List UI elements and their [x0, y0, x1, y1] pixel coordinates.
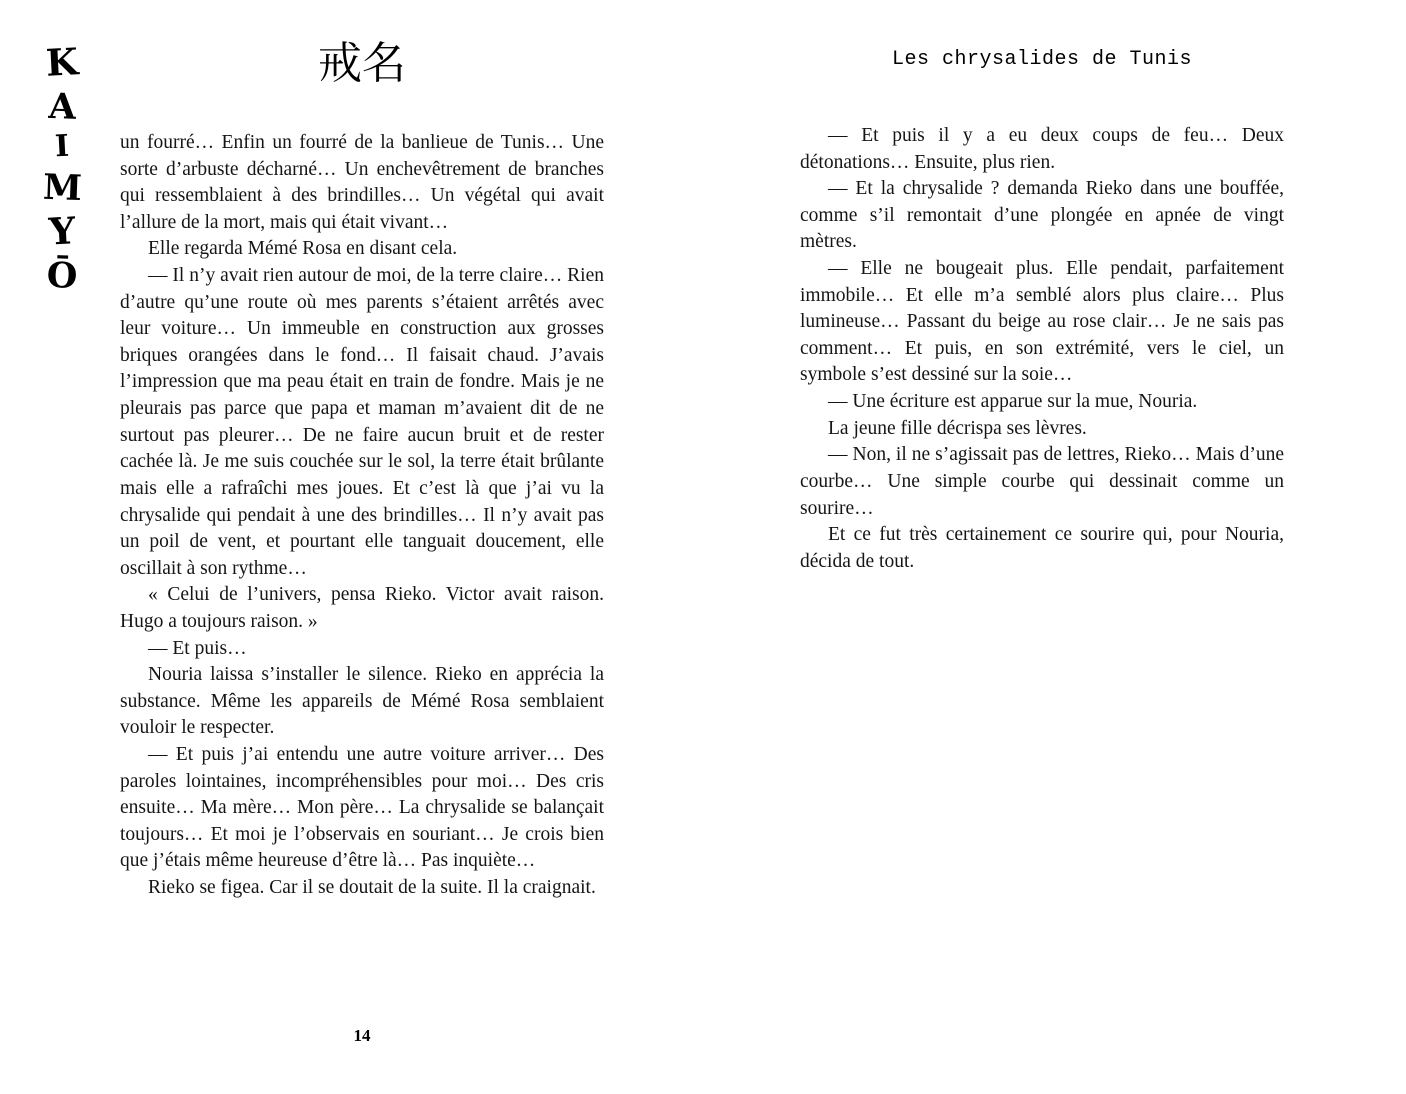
- spine-logo: [42, 39, 83, 297]
- paragraph: Nouria laissa s’installer le silence. Rieko en apprécia la substance. Même les appareils de Mémé Rosa semblaient vouloir le respecter.: [120, 664, 604, 739]
- spine-letter: Ō: [46, 253, 79, 297]
- paragraph: — Et la chrysalide ? demanda Rieko dans une bouffée, comme s’il remontait d’une plongée en apnée de vingt mètres.: [800, 178, 1284, 253]
- paragraph: — Elle ne bougeait plus. Elle pendait, parfaitement immobile… Et elle m’a semblé alors plus claire… Plus lumineuse… Passant du beige au rose clair… Je ne sais pas comment… Et puis, en son extrémité, vers le ciel, un symbole s’est dessiné sur la soie…: [800, 258, 1284, 386]
- paragraph: « Celui de l’univers, pensa Rieko. Victor avait raison. Hugo a toujours raison. »: [120, 584, 604, 632]
- paragraph: — Non, il ne s’agissait pas de lettres, Rieko… Mais d’une courbe… Une simple courbe qui dessinait comme un sourire…: [800, 444, 1284, 519]
- right-page-body: [800, 123, 1284, 575]
- kanji-title: 戒名: [318, 38, 406, 89]
- left-page: [120, 38, 604, 902]
- spine-letter: A: [48, 84, 77, 128]
- right-page: [800, 48, 1284, 575]
- paragraph: un fourré… Enfin un fourré de la banlieue de Tunis… Une sorte d’arbuste décharné… Un enchevêtrement de branches qui ressemblaient à des brindilles… Un végétal qui avait l’allure de la mort, mais qui était vivant…: [120, 132, 604, 233]
- paragraph: — Et puis…: [148, 637, 247, 659]
- paragraph: Rieko se figea. Car il se doutait de la suite. Il la craignait.: [148, 877, 596, 899]
- spine-letter: I: [54, 128, 71, 165]
- spine-letter: Y: [48, 208, 77, 254]
- left-page-body: [120, 130, 604, 902]
- paragraph: Elle regarda Mémé Rosa en disant cela.: [148, 238, 458, 260]
- paragraph: — Il n’y avait rien autour de moi, de la terre claire… Rien d’autre qu’une route où mes parents s’étaient arrêtés avec leur voiture… Un immeuble en construction aux grosses briques orangées dans le fond… Il faisait chaud. J’avais l’impression que ma peau était en train de fondre. Mais je ne pleurais pas parce que papa et maman m’avaient dit de ne surtout pas pleurer… De ne faire aucun bruit et de rester cachée là. Je me suis couchée sur le sol, la terre était brûlante mais elle a rafraîchi mes joues. Et c’est là que j’ai vu la chrysalide qui pendait à une des brindilles… Il n’y avait pas un poil de vent, et pourtant elle tanguait doucement, elle oscillait à son rythme…: [120, 265, 604, 579]
- paragraph: — Et puis j’ai entendu une autre voiture arriver… Des paroles lointaines, incompréhensibles pour moi… Des cris ensuite… Ma mère… Mon père… La chrysalide se balançait toujours… Et moi je l’observais en souriant… Je crois bien que j’étais même heureuse d’être là… Pas inquiète…: [120, 744, 604, 872]
- paragraph: La jeune fille décrispa ses lèvres.: [828, 417, 1087, 439]
- paragraph: — Une écriture est apparue sur la mue, Nouria.: [828, 391, 1198, 413]
- spine-letter: M: [42, 165, 83, 209]
- running-header: Les chrysalides de Tunis: [891, 48, 1193, 71]
- spine-letter: K: [45, 39, 80, 85]
- paragraph: — Et puis il y a eu deux coups de feu… Deux détonations… Ensuite, plus rien.: [800, 125, 1284, 173]
- paragraph: Et ce fut très certainement ce sourire qui, pour Nouria, décida de tout.: [800, 524, 1284, 572]
- page-number: 14: [353, 1026, 371, 1045]
